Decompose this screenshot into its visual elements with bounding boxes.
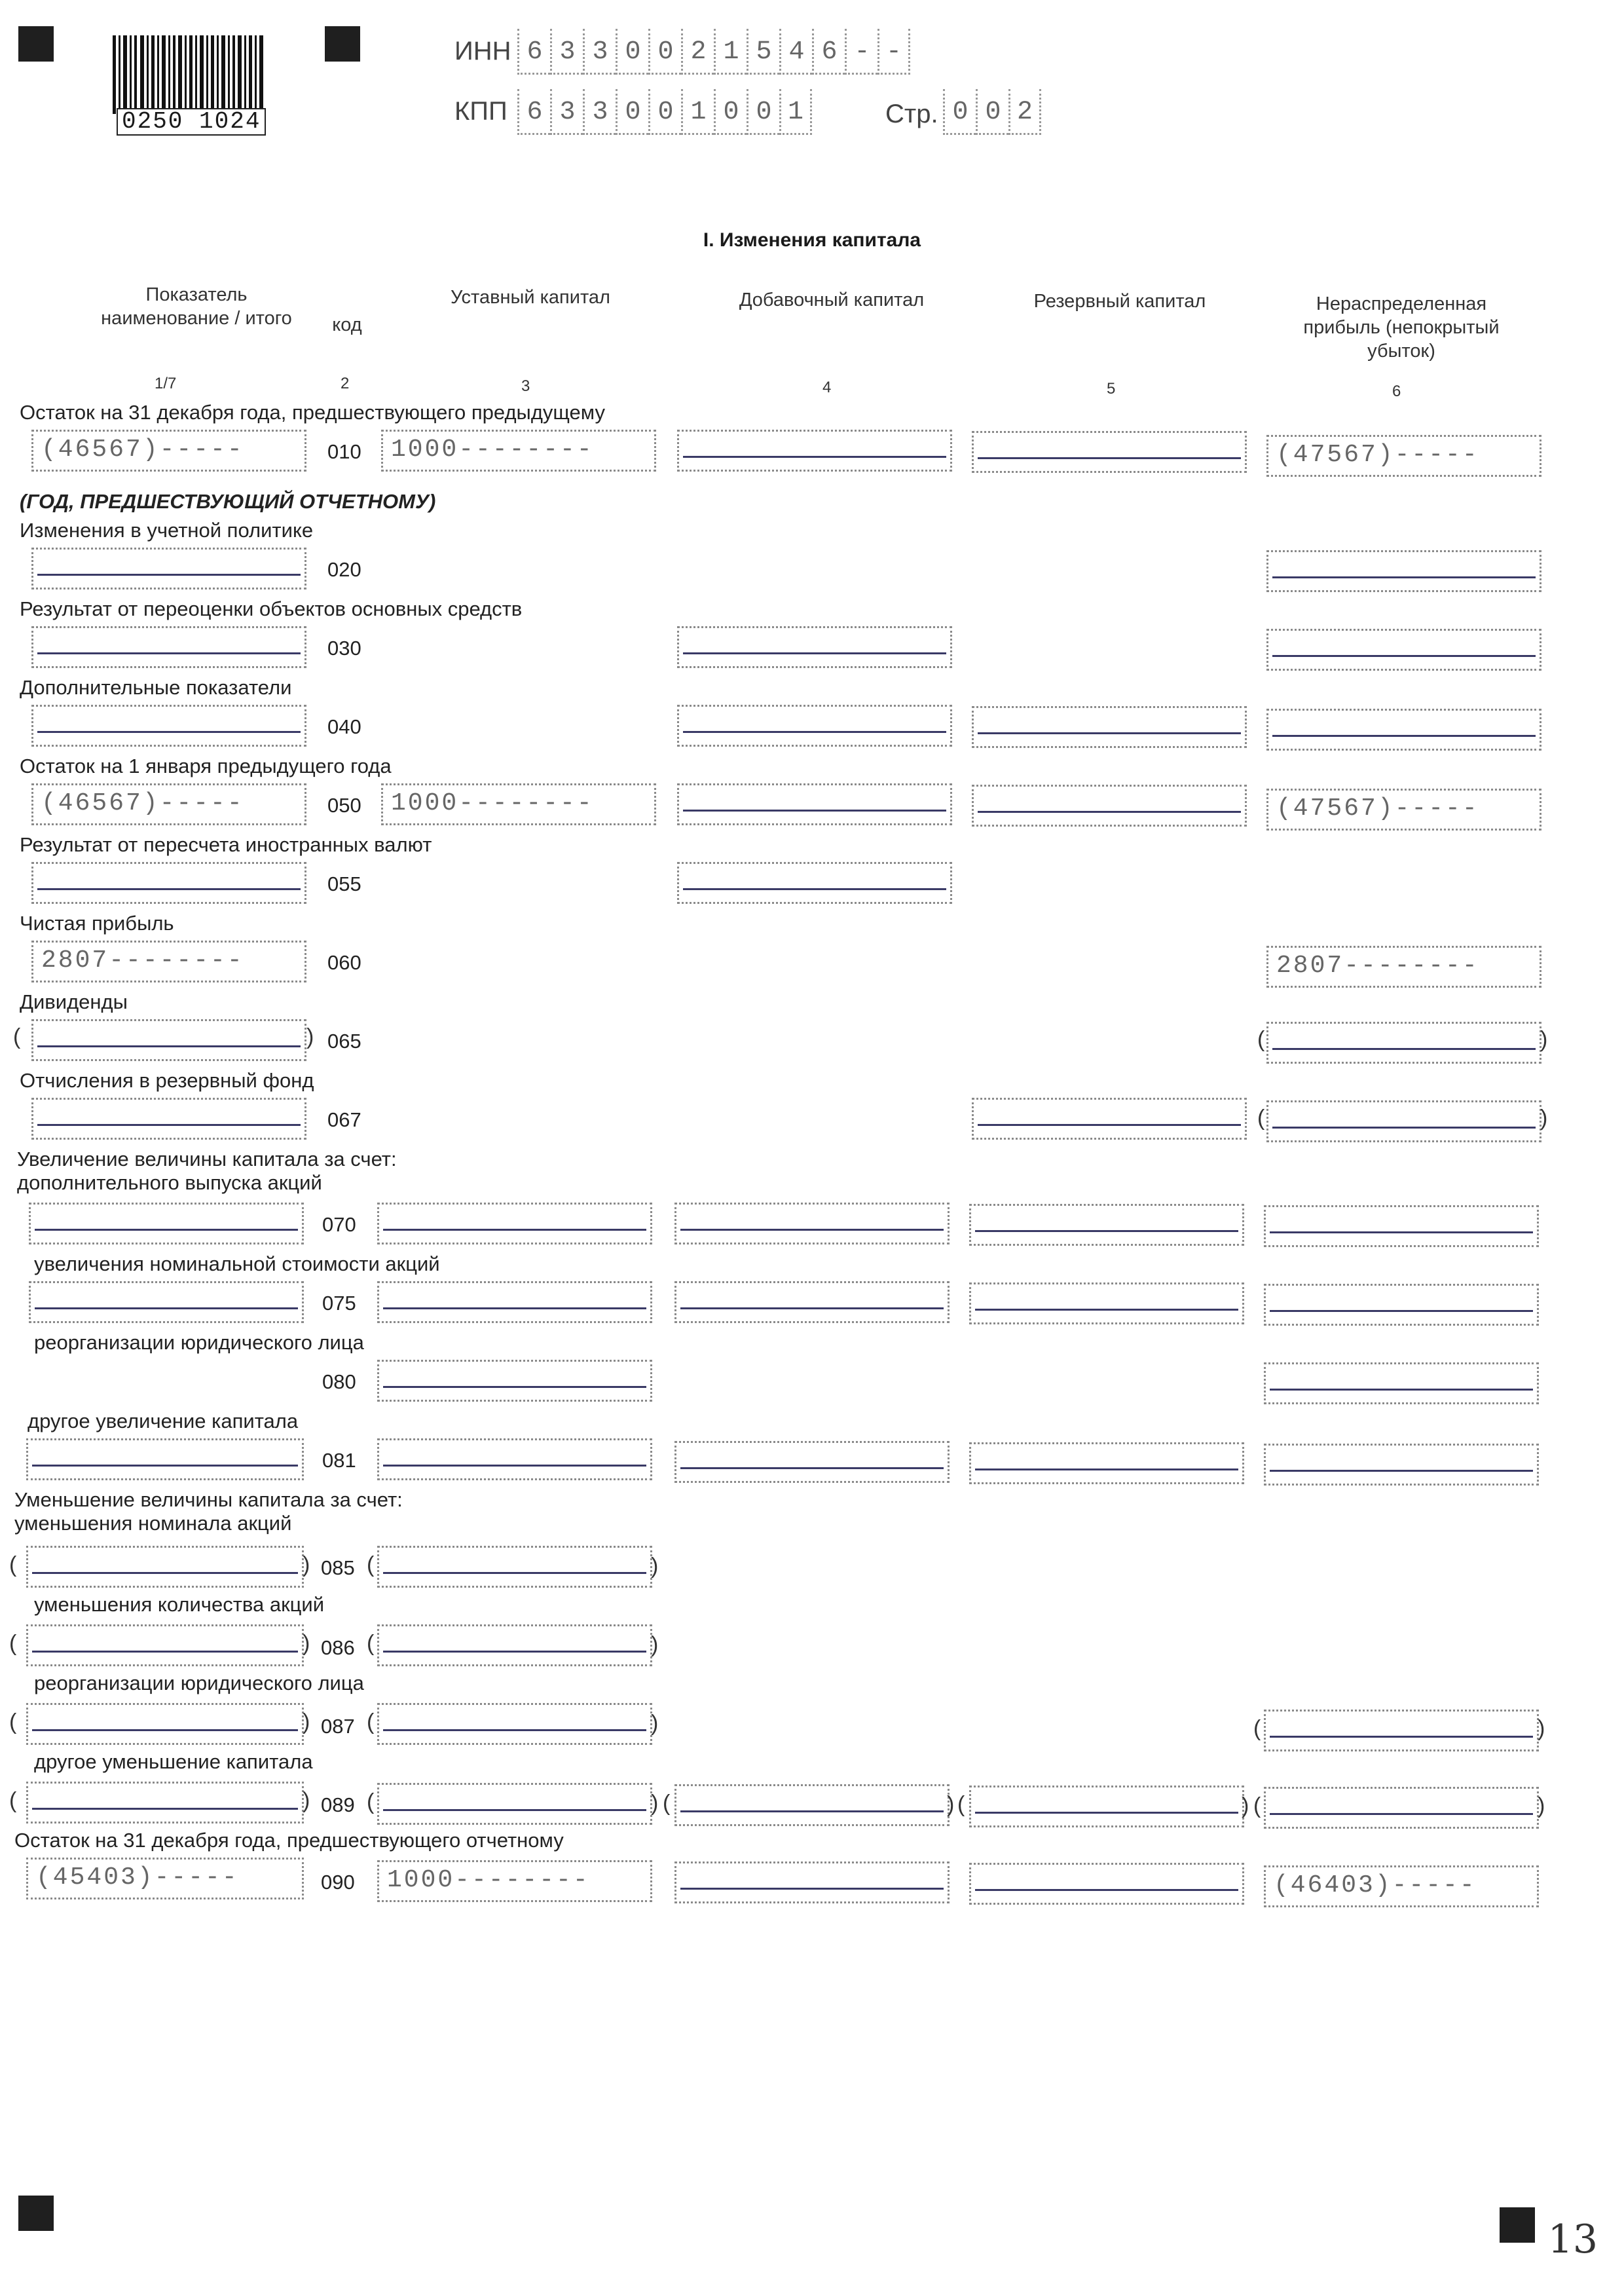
kpp-digit-cell[interactable]: 6: [517, 89, 550, 135]
row-067-retained-field[interactable]: [1266, 1100, 1541, 1142]
row-087-close-paren: ): [303, 1710, 310, 1734]
row-065-code: 065: [327, 1030, 361, 1053]
row-085-label: уменьшения номинала акций: [14, 1512, 292, 1535]
registration-mark-bottom-right: [1500, 2207, 1535, 2243]
inn-digit-cell[interactable]: 5: [747, 29, 779, 75]
row-060-total-value: 2807--------: [41, 946, 244, 975]
kpp-digit-cell[interactable]: 1: [681, 89, 714, 135]
col-header-additional-capital: Добавочный капитал: [739, 290, 925, 310]
row-085-charter-open-paren: (: [367, 1552, 375, 1577]
row-086-charter-field[interactable]: [377, 1624, 652, 1666]
row-060-code: 060: [327, 951, 361, 974]
row-085-charter-close-paren: ): [651, 1554, 659, 1579]
page-cells: [943, 89, 1041, 135]
row-089-reserve-field[interactable]: [969, 1786, 1244, 1827]
row-055-label: Результат от пересчета иностранных валют: [20, 833, 432, 856]
row-087-label: реорганизации юридического лица: [34, 1672, 364, 1694]
row-089-open-paren: (: [9, 1788, 17, 1813]
row-040-retained-field[interactable]: [1266, 709, 1541, 751]
row-081-reserve-field[interactable]: [969, 1442, 1244, 1484]
row-075-additional-field[interactable]: [674, 1281, 950, 1323]
row-075-code: 075: [322, 1292, 356, 1315]
row-050-total-field[interactable]: [31, 783, 306, 825]
barcode-number: 0250 1024: [117, 108, 266, 136]
row-010-total-field[interactable]: [31, 430, 306, 472]
row-010-total-value: (46567)-----: [41, 436, 244, 464]
inn-digit-cell[interactable]: 0: [648, 29, 681, 75]
row-065-retained-field[interactable]: [1266, 1022, 1541, 1064]
row-075-charter-field[interactable]: [377, 1281, 652, 1323]
inn-digit-cell[interactable]: -: [845, 29, 877, 75]
row-020-code: 020: [327, 558, 361, 581]
row-010-retained-field[interactable]: [1266, 435, 1541, 477]
row-050-additional-field[interactable]: [677, 783, 952, 825]
row-067-code: 067: [327, 1108, 361, 1131]
row-090-retained-field[interactable]: [1264, 1865, 1539, 1907]
col-number-5: 5: [1107, 380, 1116, 398]
row-030-code: 030: [327, 637, 361, 660]
row-085-total-field[interactable]: [26, 1546, 304, 1588]
increase-section-label: Увеличение величины капитала за счет:: [17, 1148, 397, 1170]
row-010-code: 010: [327, 440, 361, 463]
row-020-retained-field[interactable]: [1266, 550, 1541, 592]
kpp-label: КПП: [454, 97, 507, 126]
row-055-total-field[interactable]: [31, 862, 306, 904]
row-080-code: 080: [322, 1370, 356, 1393]
row-060-total-field[interactable]: [31, 941, 306, 982]
row-070-retained-field[interactable]: [1264, 1205, 1539, 1247]
registration-mark-bottom-left: [18, 2196, 54, 2231]
row-050-retained-value: (47567)-----: [1276, 795, 1479, 823]
row-086-code: 086: [321, 1636, 355, 1659]
row-060-label: Чистая прибыль: [20, 912, 174, 935]
row-065-total-field[interactable]: [31, 1019, 306, 1061]
row-090-charter-field[interactable]: [377, 1860, 652, 1902]
row-085-code: 085: [321, 1556, 355, 1579]
row-040-total-field[interactable]: [31, 705, 306, 747]
row-067-label: Отчисления в резервный фонд: [20, 1069, 314, 1092]
row-080-label: реорганизации юридического лица: [34, 1331, 364, 1354]
row-010-label: Остаток на 31 декабря года, предшествующего предыдущему: [20, 401, 605, 424]
row-081-additional-field[interactable]: [674, 1441, 950, 1483]
row-065-close-paren: ): [306, 1024, 314, 1049]
page-digit-cell[interactable]: 0: [943, 89, 976, 135]
row-089-charter-field[interactable]: [377, 1783, 652, 1825]
kpp-digit-cell[interactable]: 0: [648, 89, 681, 135]
inn-digit-cell[interactable]: 6: [517, 29, 550, 75]
row-065-retained-close-paren: ): [1540, 1027, 1548, 1052]
row-070-additional-field[interactable]: [674, 1203, 950, 1244]
kpp-cells: [517, 89, 812, 135]
row-081-code: 081: [322, 1449, 356, 1472]
inn-digit-cell[interactable]: 3: [583, 29, 616, 75]
col-header-retained-earnings: Нераспределенная прибыль (непокрытый убыток): [1303, 293, 1500, 362]
row-050-charter-value: 1000--------: [391, 789, 594, 817]
inn-label: ИНН: [454, 37, 511, 65]
row-086-charter-open-paren: (: [367, 1631, 375, 1656]
row-086-open-paren: (: [9, 1631, 17, 1656]
row-075-reserve-field[interactable]: [969, 1282, 1244, 1324]
row-010-retained-value: (47567)-----: [1276, 441, 1479, 469]
row-089-retained-field[interactable]: [1264, 1787, 1539, 1829]
row-089-additional-close-paren: ): [947, 1792, 955, 1817]
row-030-retained-field[interactable]: [1266, 629, 1541, 671]
row-090-reserve-field[interactable]: [969, 1863, 1244, 1905]
row-070-reserve-field[interactable]: [969, 1204, 1244, 1246]
row-067-retained-open-paren: (: [1257, 1106, 1265, 1131]
row-065-retained-open-paren: (: [1257, 1027, 1265, 1052]
inn-digit-cell[interactable]: 6: [812, 29, 845, 75]
row-081-total-field[interactable]: [26, 1438, 304, 1480]
row-080-charter-field[interactable]: [377, 1360, 652, 1402]
row-050-charter-field[interactable]: [381, 783, 656, 825]
inn-cells: [517, 29, 910, 75]
row-086-charter-close-paren: ): [651, 1632, 659, 1657]
inn-digit-cell[interactable]: -: [877, 29, 910, 75]
col-header-reserve-capital: Резервный капитал: [1033, 291, 1206, 312]
row-089-additional-field[interactable]: [674, 1784, 950, 1826]
row-070-label: дополнительного выпуска акций: [17, 1171, 322, 1194]
row-087-retained-open-paren: (: [1253, 1716, 1261, 1741]
row-081-retained-field[interactable]: [1264, 1444, 1539, 1486]
row-070-total-field[interactable]: [29, 1203, 304, 1244]
row-075-total-field[interactable]: [29, 1281, 304, 1323]
row-060-retained-value: 2807--------: [1276, 952, 1479, 980]
row-089-retained-open-paren: (: [1253, 1793, 1261, 1818]
row-085-close-paren: ): [303, 1552, 310, 1577]
kpp-digit-cell[interactable]: 0: [714, 89, 747, 135]
row-030-total-field[interactable]: [31, 626, 306, 668]
kpp-digit-cell[interactable]: 3: [583, 89, 616, 135]
row-090-charter-value: 1000--------: [387, 1866, 590, 1894]
row-055-code: 055: [327, 872, 361, 895]
kpp-digit-cell[interactable]: 0: [616, 89, 648, 135]
row-087-retained-field[interactable]: [1264, 1710, 1539, 1751]
row-089-charter-open-paren: (: [367, 1789, 375, 1814]
page-digit-cell[interactable]: 2: [1008, 89, 1041, 135]
row-087-charter-field[interactable]: [377, 1703, 652, 1745]
row-050-retained-field[interactable]: [1266, 789, 1541, 831]
row-086-total-field[interactable]: [26, 1624, 304, 1666]
row-089-retained-close-paren: ): [1538, 1793, 1545, 1818]
row-089-total-field[interactable]: [26, 1782, 304, 1824]
kpp-digit-cell[interactable]: 0: [747, 89, 779, 135]
inn-digit-cell[interactable]: 3: [550, 29, 583, 75]
row-065-open-paren: (: [13, 1024, 21, 1049]
col-number-1: 1/7: [155, 375, 177, 392]
col-header-indicator: Показатель наименование / итого: [101, 284, 292, 329]
col-number-3: 3: [521, 377, 530, 395]
row-050-reserve-field[interactable]: [972, 785, 1247, 827]
row-050-total-value: (46567)-----: [41, 789, 244, 817]
inn-digit-cell[interactable]: 4: [779, 29, 812, 75]
row-080-retained-field[interactable]: [1264, 1362, 1539, 1404]
row-087-charter-close-paren: ): [651, 1711, 659, 1736]
row-089-code: 089: [321, 1793, 355, 1816]
row-067-retained-close-paren: ): [1540, 1106, 1548, 1131]
row-089-label: другое уменьшение капитала: [34, 1750, 313, 1773]
row-070-code: 070: [322, 1213, 356, 1236]
registration-mark-top-center: [325, 26, 360, 62]
row-040-code: 040: [327, 715, 361, 738]
row-070-charter-field[interactable]: [377, 1203, 652, 1244]
row-010-additional-field[interactable]: [677, 430, 952, 472]
row-050-label: Остаток на 1 января предыдущего года: [20, 755, 392, 777]
row-087-charter-open-paren: (: [367, 1710, 375, 1734]
section-title: I. Изменения капитала: [703, 229, 921, 251]
row-030-label: Результат от переоценки объектов основных средств: [20, 597, 523, 620]
row-040-label: Дополнительные показатели: [20, 676, 292, 699]
row-086-close-paren: ): [303, 1631, 310, 1656]
row-065-label: Дивиденды: [20, 990, 128, 1013]
row-081-charter-field[interactable]: [377, 1438, 652, 1480]
registration-mark-top-left: [18, 26, 54, 62]
row-075-label: увеличения номинальной стоимости акций: [34, 1252, 440, 1275]
row-087-open-paren: (: [9, 1710, 17, 1734]
kpp-digit-cell[interactable]: 3: [550, 89, 583, 135]
row-089-charter-close-paren: ): [651, 1791, 659, 1816]
row-010-reserve-field[interactable]: [972, 431, 1247, 473]
col-number-6: 6: [1392, 383, 1401, 400]
row-081-label: другое увеличение капитала: [28, 1410, 299, 1432]
row-030-additional-field[interactable]: [677, 626, 952, 668]
row-090-additional-field[interactable]: [674, 1861, 950, 1903]
period-subtitle: (ГОД, ПРЕДШЕСТВУЮЩИЙ ОТЧЕТНОМУ): [20, 490, 436, 513]
row-090-retained-value: (46403)-----: [1274, 1871, 1477, 1899]
row-089-close-paren: ): [303, 1788, 310, 1813]
inn-digit-cell[interactable]: 0: [616, 29, 648, 75]
row-090-code: 090: [321, 1871, 355, 1894]
row-087-total-field[interactable]: [26, 1703, 304, 1745]
row-020-total-field[interactable]: [31, 548, 306, 589]
row-087-retained-close-paren: ): [1538, 1716, 1545, 1741]
col-number-4: 4: [822, 379, 832, 396]
row-075-retained-field[interactable]: [1264, 1284, 1539, 1326]
row-020-label: Изменения в учетной политике: [20, 519, 314, 542]
row-085-charter-field[interactable]: [377, 1546, 652, 1588]
col-number-2: 2: [341, 375, 350, 392]
row-089-additional-open-paren: (: [663, 1791, 671, 1816]
col-header-code: код: [332, 314, 362, 335]
kpp-digit-cell[interactable]: 1: [779, 89, 812, 135]
row-090-label: Остаток на 31 декабря года, предшествующего отчетному: [14, 1829, 564, 1852]
row-090-total-field[interactable]: [26, 1858, 304, 1899]
col-header-charter-capital: Уставный капитал: [451, 287, 610, 308]
row-087-code: 087: [321, 1715, 355, 1738]
row-067-reserve-field[interactable]: [972, 1098, 1247, 1140]
page-label: Стр.: [885, 100, 938, 128]
inn-digit-cell[interactable]: 1: [714, 29, 747, 75]
row-086-label: уменьшения количества акций: [34, 1593, 325, 1616]
page-digit-cell[interactable]: 0: [976, 89, 1008, 135]
row-055-additional-field[interactable]: [677, 862, 952, 904]
row-089-reserve-open-paren: (: [957, 1792, 965, 1817]
row-090-total-value: (45403)-----: [36, 1863, 239, 1892]
row-040-additional-field[interactable]: [677, 705, 952, 747]
row-060-retained-field[interactable]: [1266, 946, 1541, 988]
row-040-reserve-field[interactable]: [972, 706, 1247, 748]
decrease-section-label: Уменьшение величины капитала за счет:: [14, 1488, 403, 1511]
row-010-charter-field[interactable]: [381, 430, 656, 472]
row-085-open-paren: (: [9, 1552, 17, 1577]
handwritten-page-note: 13: [1547, 2217, 1598, 2262]
row-067-total-field[interactable]: [31, 1098, 306, 1140]
row-050-code: 050: [327, 794, 361, 817]
row-010-charter-value: 1000--------: [391, 436, 594, 464]
inn-digit-cell[interactable]: 2: [681, 29, 714, 75]
row-089-reserve-close-paren: ): [1242, 1793, 1249, 1818]
